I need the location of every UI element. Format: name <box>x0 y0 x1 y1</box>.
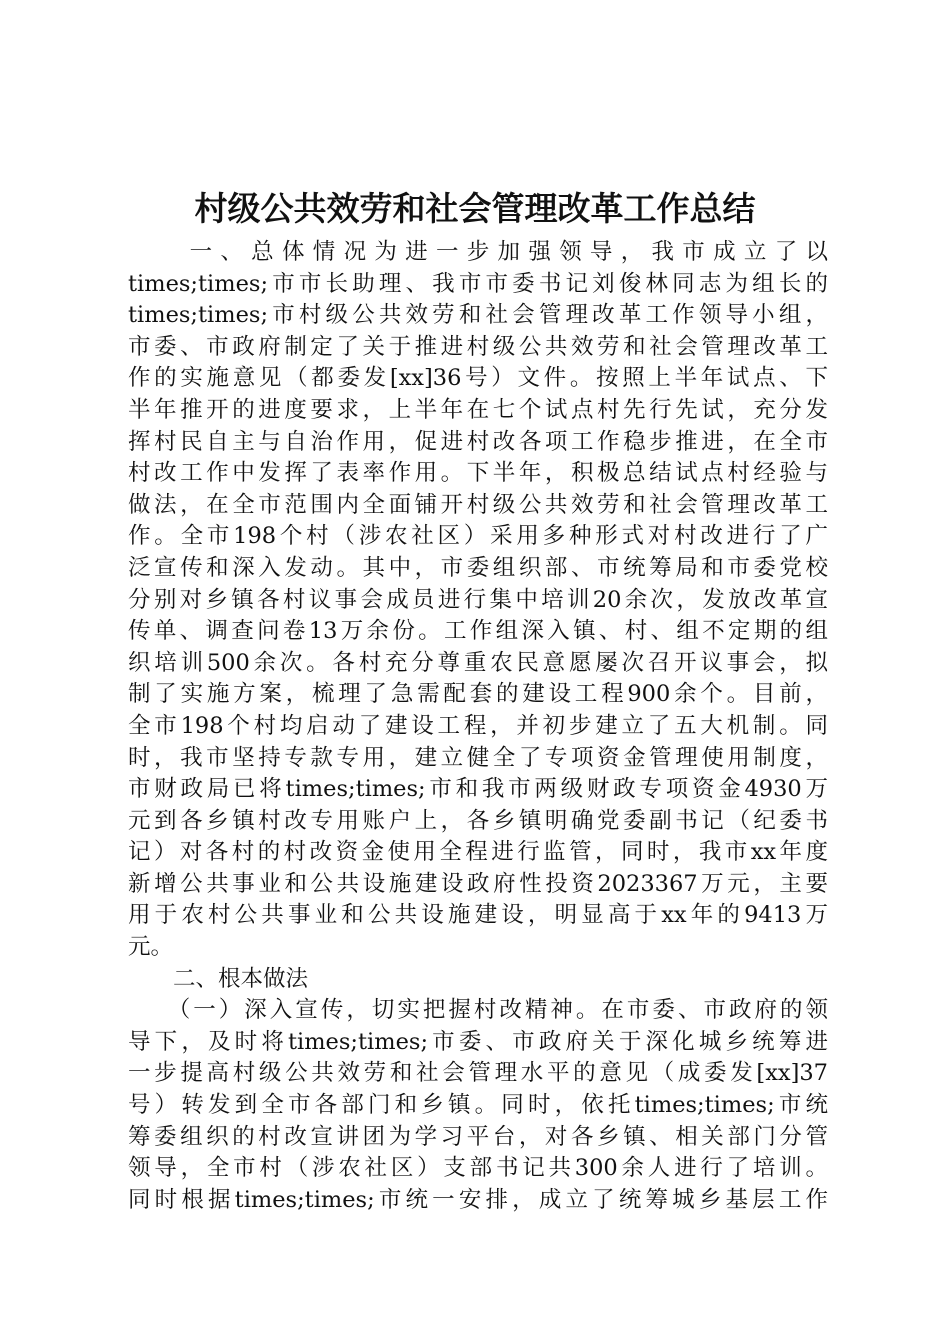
body-line: 导下，及时将times;times;市委、市政府关于深化城乡统筹进 <box>128 1028 828 1055</box>
body-line: 新增公共事业和公共设施建设政府性投资2023367万元，主要 <box>128 870 828 897</box>
body-line: 半年推开的进度要求，上半年在七个试点村先行先试，充分发 <box>128 396 828 423</box>
body-line: 号）转发到全市各部门和乡镇。同时，依托times;times;市统 <box>128 1092 828 1119</box>
body-line: 泛宣传和深入发动。其中，市委组织部、市统筹局和市委党校 <box>128 554 828 581</box>
body-line: 领导，全市村（涉农社区）支部书记共300余人进行了培训。 <box>128 1155 828 1182</box>
body-line: 时，我市坚持专款专用，建立健全了专项资金管理使用制度， <box>128 744 828 771</box>
body-line: 分别对乡镇各村议事会成员进行集中培训20余次，发放改革宣 <box>128 586 828 613</box>
body-line: 市财政局已将times;times;市和我市两级财政专项资金4930万 <box>128 776 828 803</box>
body-line: 一、总体情况为进一步加强领导，我市成立了以 <box>128 239 828 265</box>
body-line: 作的实施意见（都委发[xx]36号）文件。按照上半年试点、下 <box>128 365 828 392</box>
body-line: 作。全市198个村（涉农社区）采用多种形式对村改进行了广 <box>128 523 828 550</box>
body-line: times;times;市市长助理、我市市委书记刘俊林同志为组长的 <box>128 270 828 297</box>
body-line: 元。 <box>128 934 174 961</box>
body-line: 做法，在全市范围内全面铺开村级公共效劳和社会管理改革工 <box>128 491 828 518</box>
body-line: 传单、调查问卷13万余份。工作组深入镇、村、组不定期的组 <box>128 618 828 645</box>
body-line: 挥村民自主与自治作用，促进村改各项工作稳步推进，在全市 <box>128 428 828 455</box>
section-heading: 二、根本做法 <box>128 965 309 992</box>
body-line: 织培训500余次。各村充分尊重农民意愿屡次召开议事会，拟 <box>128 649 828 676</box>
body-line: 制了实施方案，梳理了急需配套的建设工程900余个。目前， <box>128 681 828 708</box>
document-body <box>128 237 828 1216</box>
body-line: times;times;市村级公共效劳和社会管理改革工作领导小组， <box>128 302 828 329</box>
body-line: 市委、市政府制定了关于推进村级公共效劳和社会管理改革工 <box>128 333 828 360</box>
body-line: 筹委组织的村改宣讲团为学习平台，对各乡镇、相关部门分管 <box>128 1123 828 1150</box>
body-line: 用于农村公共事业和公共设施建设，明显高于xx年的9413万 <box>128 902 828 929</box>
body-line: 元到各乡镇村改专用账户上，各乡镇明确党委副书记（纪委书 <box>128 807 828 834</box>
document-title: 村级公共效劳和社会管理改革工作总结 <box>194 189 756 228</box>
body-line: 一步提高村级公共效劳和社会管理水平的意见（成委发[xx]37 <box>128 1060 828 1087</box>
body-line: 同时根据times;times;市统一安排，成立了统筹城乡基层工作 <box>128 1186 828 1213</box>
body-line: 村改工作中发挥了表率作用。下半年，积极总结试点村经验与 <box>128 460 828 487</box>
body-line: 全市198个村均启动了建设工程，并初步建立了五大机制。同 <box>128 712 828 739</box>
body-line: （一）深入宣传，切实把握村改精神。在市委、市政府的领 <box>128 997 828 1024</box>
body-line: 记）对各村的村改资金使用全程进行监管，同时，我市xx年度 <box>128 839 828 866</box>
